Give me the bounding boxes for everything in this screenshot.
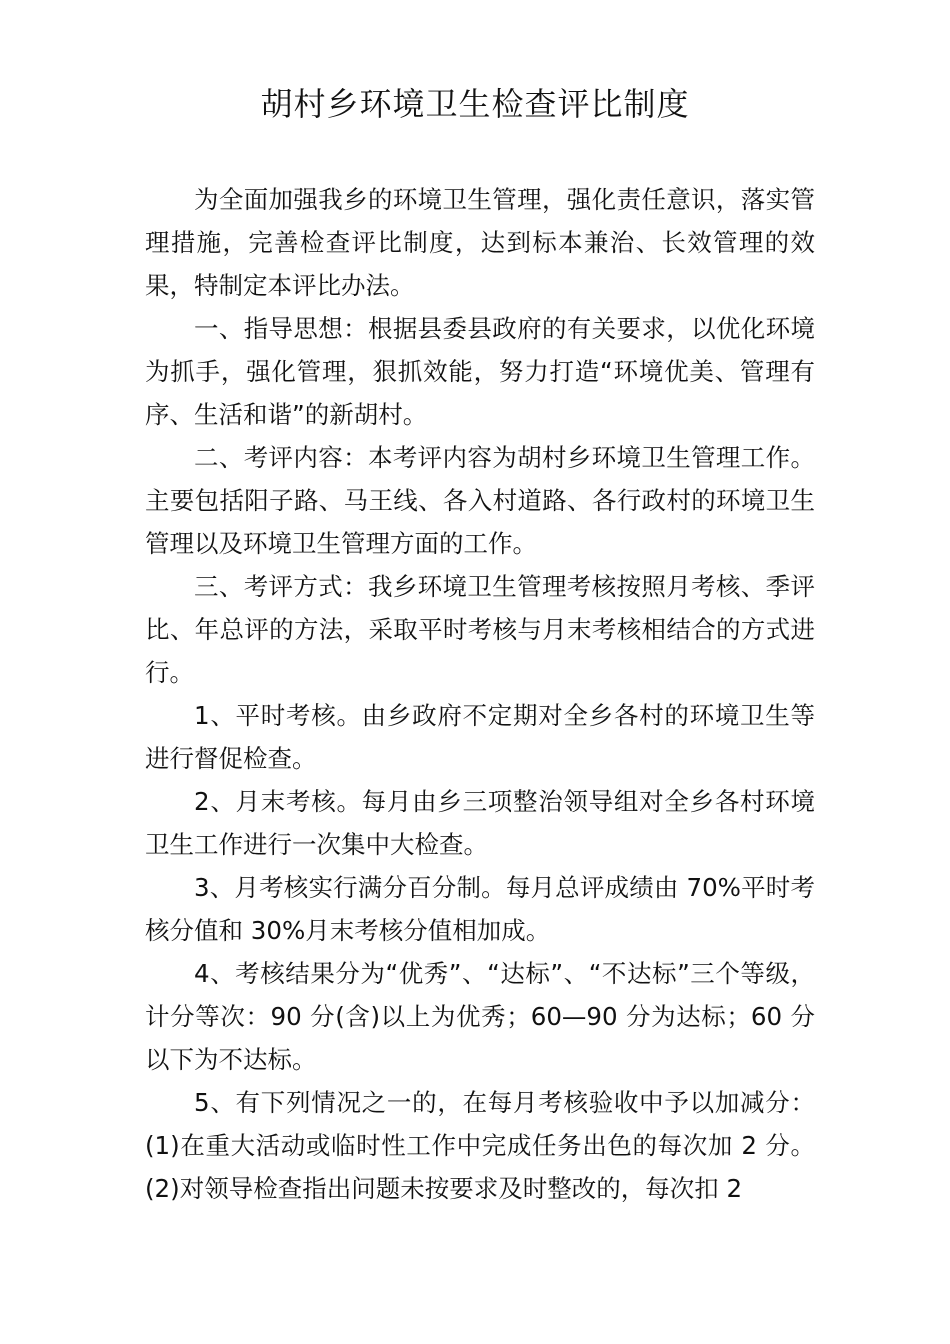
paragraph-guiding-ideology: 一、指导思想：根据县委县政府的有关要求，以优化环境为抓手，强化管理，狠抓效能，努力打造“环境优美、管理有序、生活和谐”的新胡村。 xyxy=(145,314,815,429)
paragraph-intro: 为全面加强我乡的环境卫生管理，强化责任意识，落实管理措施，完善检查评比制度，达到标本兼治、长效管理的效果，特制定本评比办法。 xyxy=(145,185,815,300)
document-title: 胡村乡环境卫生检查评比制度 xyxy=(260,85,690,123)
paragraph-evaluation-content: 二、考评内容：本考评内容为胡村乡环境卫生管理工作。主要包括阳子路、马王线、各入村道路、各行政村的环境卫生管理以及环境卫生管理方面的工作。 xyxy=(145,443,815,558)
paragraph-item-1: 1、平时考核。由乡政府不定期对全乡各村的环境卫生等进行督促检查。 xyxy=(145,701,815,773)
paragraph-item-5: 5、有下列情况之一的，在每月考核验收中予以加减分：(1)在重大活动或临时性工作中完成任务出色的每次加 2 分。(2)对领导检查指出问题未按要求及时整改的，每次扣 2 xyxy=(145,1088,815,1203)
paragraph-item-2: 2、月末考核。每月由乡三项整治领导组对全乡各村环境卫生工作进行一次集中大检查。 xyxy=(145,787,815,859)
paragraph-item-4: 4、考核结果分为“优秀”、“达标”、“不达标”三个等级，计分等次：90 分(含)以上为优秀；60—90 分为达标；60 分以下为不达标。 xyxy=(145,959,815,1074)
document-body xyxy=(145,178,815,1210)
paragraph-item-3: 3、月考核实行满分百分制。每月总评成绩由 70%平时考核分值和 30%月末考核分值相加成。 xyxy=(145,873,815,945)
paragraph-evaluation-method: 三、考评方式：我乡环境卫生管理考核按照月考核、季评比、年总评的方法，采取平时考核与月末考核相结合的方式进行。 xyxy=(145,572,815,687)
